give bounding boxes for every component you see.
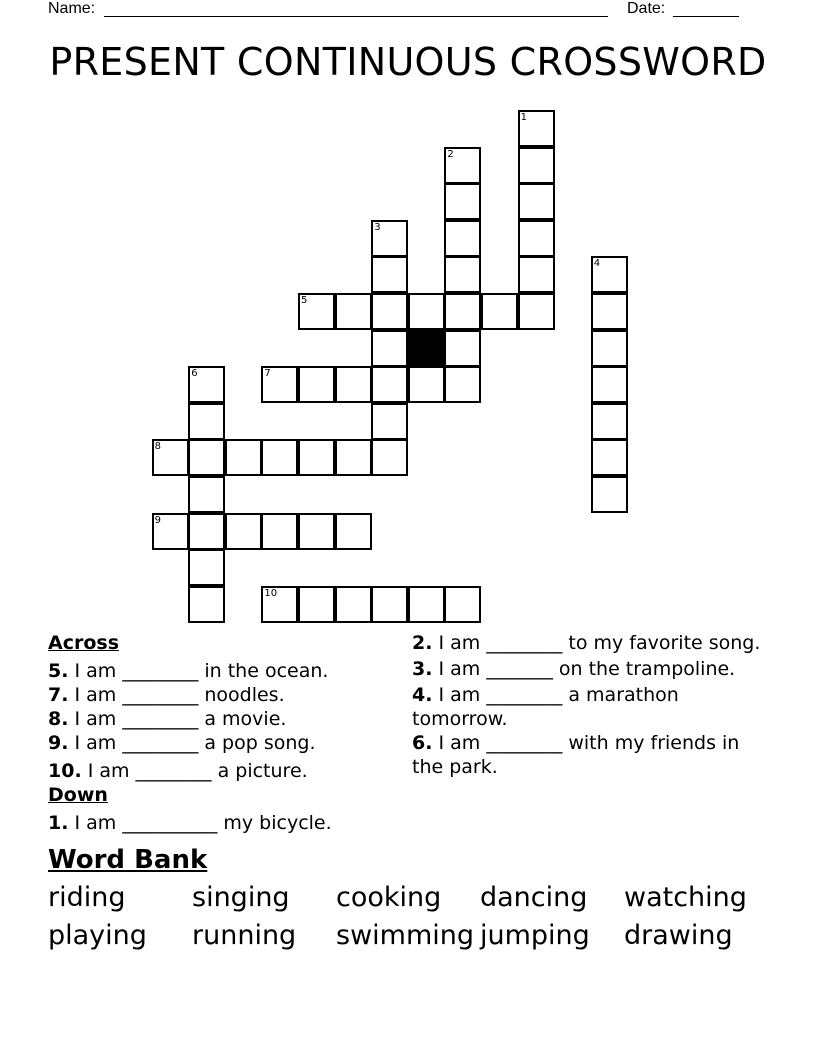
crossword-cell[interactable] — [408, 586, 445, 623]
crossword-cell[interactable] — [444, 330, 481, 367]
word-bank-word: drawing — [624, 920, 733, 951]
crossword-cell[interactable] — [591, 439, 628, 476]
clue-number: 2 — [447, 148, 454, 160]
crossword-cell[interactable] — [298, 439, 335, 476]
crossword-cell[interactable] — [444, 293, 481, 330]
clue-text: I am _______ on the trampoline. — [432, 658, 736, 680]
crossword-cell[interactable] — [371, 366, 408, 403]
crossword-cell[interactable] — [371, 403, 408, 440]
clue-num: 6. — [412, 732, 433, 754]
clue-number: 9 — [154, 514, 161, 526]
crossword-cell[interactable] — [261, 366, 298, 403]
crossword-cell[interactable] — [371, 330, 408, 367]
crossword-cell[interactable] — [371, 293, 408, 330]
crossword-cell[interactable] — [591, 476, 628, 513]
crossword-cell[interactable] — [335, 513, 372, 550]
clue-text: I am ________ a marathon tomorrow. — [412, 684, 679, 730]
crossword-cell[interactable] — [188, 476, 225, 513]
crossword-cell[interactable] — [261, 513, 298, 550]
crossword-cell[interactable] — [225, 439, 262, 476]
down-clue-list-left — [48, 811, 398, 835]
clue-text: I am ________ a movie. — [68, 708, 287, 730]
crossword-cell[interactable] — [152, 439, 189, 476]
crossword-cell[interactable] — [371, 220, 408, 257]
clue-num: 5. — [48, 660, 69, 682]
clue-item — [48, 683, 398, 707]
across-clue-list — [48, 659, 398, 783]
clue-num: 7. — [48, 684, 69, 706]
crossword-cell[interactable] — [188, 513, 225, 550]
clue-item — [412, 657, 762, 681]
crossword-cell[interactable] — [591, 366, 628, 403]
clue-text: I am ________ a pop song. — [68, 732, 316, 754]
crossword-cell[interactable] — [591, 293, 628, 330]
crossword-cell[interactable] — [591, 256, 628, 293]
clue-num: 1. — [48, 812, 69, 834]
clue-item — [48, 731, 398, 755]
word-bank-word: playing — [48, 920, 147, 951]
date-label: Date: — [627, 0, 666, 17]
crossword-cell[interactable] — [298, 513, 335, 550]
name-line[interactable] — [104, 16, 608, 17]
crossword-cell[interactable] — [188, 439, 225, 476]
crossword-cell[interactable] — [371, 439, 408, 476]
clues-left-column — [48, 631, 398, 835]
clue-item — [48, 759, 398, 783]
crossword-cell[interactable] — [518, 147, 555, 184]
clue-text: I am ________ with my friends in the park. — [412, 732, 740, 778]
crossword-cell[interactable] — [188, 366, 225, 403]
word-bank-word: watching — [624, 882, 747, 913]
across-heading: Across — [48, 632, 120, 654]
crossword-cell[interactable] — [188, 403, 225, 440]
crossword-cell[interactable] — [518, 256, 555, 293]
crossword-cell[interactable] — [518, 220, 555, 257]
clue-number: 4 — [593, 258, 601, 270]
clue-num: 9. — [48, 732, 69, 754]
word-bank-word: singing — [192, 882, 290, 913]
crossword-cell[interactable] — [188, 549, 225, 586]
crossword-cell[interactable] — [298, 586, 335, 623]
name-label: Name: — [48, 0, 96, 17]
clue-text: I am ________ noodles. — [68, 684, 285, 706]
crossword-cell[interactable] — [444, 586, 481, 623]
crossword-cell[interactable] — [518, 293, 555, 330]
clue-num: 2. — [412, 632, 433, 654]
blocked-cell — [408, 330, 445, 367]
crossword-cell[interactable] — [152, 513, 189, 550]
crossword-cell[interactable] — [298, 366, 335, 403]
crossword-cell[interactable] — [371, 586, 408, 623]
clue-text: I am ________ to my favorite song. — [432, 632, 761, 654]
crossword-cell[interactable] — [444, 220, 481, 257]
crossword-cell[interactable] — [481, 293, 518, 330]
clue-item — [412, 731, 762, 779]
down-heading: Down — [48, 784, 108, 806]
crossword-cell[interactable] — [261, 439, 298, 476]
crossword-cell[interactable] — [444, 366, 481, 403]
clue-item — [48, 659, 398, 683]
clue-num: 8. — [48, 708, 69, 730]
clue-num: 3. — [412, 658, 433, 680]
clue-number: 7 — [264, 368, 271, 380]
crossword-cell[interactable] — [591, 403, 628, 440]
clue-text: I am ________ a picture. — [81, 760, 308, 782]
clue-number: 8 — [154, 441, 161, 453]
clue-number: 1 — [520, 112, 527, 123]
crossword-cell[interactable] — [444, 256, 481, 293]
clue-number: 10 — [264, 587, 278, 599]
crossword-cell[interactable] — [444, 147, 481, 184]
crossword-cell[interactable] — [371, 256, 408, 293]
crossword-cell[interactable] — [335, 366, 372, 403]
word-bank-word: cooking — [336, 882, 442, 913]
clue-item — [412, 683, 762, 731]
crossword-cell[interactable] — [225, 513, 262, 550]
date-line[interactable] — [673, 16, 739, 17]
word-bank-word: swimming — [336, 920, 475, 951]
crossword-cell[interactable] — [261, 586, 298, 623]
word-bank-word: dancing — [480, 882, 588, 913]
word-bank-word: riding — [48, 882, 126, 913]
clues-right-column — [412, 631, 762, 779]
crossword-cell[interactable] — [188, 586, 225, 623]
page-title: PRESENT CONTINUOUS CROSSWORD — [49, 40, 767, 84]
crossword-cell[interactable] — [444, 183, 481, 220]
crossword-cell[interactable] — [518, 183, 555, 220]
clue-item — [48, 707, 398, 731]
clue-text: I am __________ my bicycle. — [68, 812, 332, 834]
crossword-cell[interactable] — [408, 366, 445, 403]
clue-number: 6 — [191, 368, 198, 380]
crossword-cell[interactable] — [335, 439, 372, 476]
crossword-cell[interactable] — [298, 293, 335, 330]
word-bank-title: Word Bank — [48, 845, 208, 875]
clue-item — [412, 631, 762, 655]
crossword-cell[interactable] — [518, 110, 555, 147]
down-clue-list-right — [412, 631, 762, 779]
clue-number: 5 — [301, 295, 308, 306]
crossword-cell[interactable] — [408, 293, 445, 330]
clue-number: 3 — [374, 221, 381, 233]
crossword-cell[interactable] — [335, 586, 372, 623]
clue-text: I am ________ in the ocean. — [68, 660, 329, 682]
crossword-cell[interactable] — [591, 330, 628, 367]
word-bank-word: jumping — [480, 920, 590, 951]
clue-num: 10. — [48, 760, 82, 782]
crossword-cell[interactable] — [335, 293, 372, 330]
clue-item — [48, 811, 398, 835]
word-bank-word: running — [192, 920, 297, 951]
clue-num: 4. — [412, 684, 433, 706]
